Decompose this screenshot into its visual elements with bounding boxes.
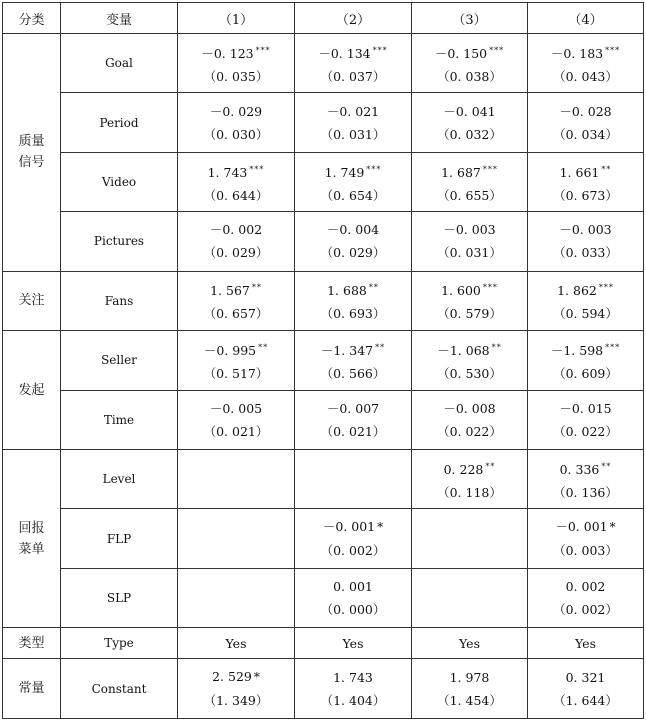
coefficient-value: 1. 688 (327, 283, 367, 299)
table-header-row (3, 3, 644, 34)
category-label: 质量信号 (18, 134, 45, 171)
coefficient-value: 0. 336 (559, 461, 600, 477)
value-cell (295, 34, 412, 93)
coefficient-value: －0. 015 (559, 400, 612, 416)
variable-cell: Pictures (61, 212, 178, 271)
value-cell (295, 628, 412, 659)
coefficient-line (528, 39, 643, 65)
coefficient-value: 0. 002 (565, 579, 606, 594)
value-cell (178, 34, 295, 93)
coefficient-value: －0. 028 (559, 103, 612, 119)
value-cell (412, 659, 528, 719)
variable-cell: Fans (61, 271, 178, 330)
value-cell (528, 152, 644, 211)
significance-stars: ** (601, 164, 612, 174)
coefficient-line (295, 158, 411, 184)
coefficient-value: －0. 004 (326, 222, 380, 238)
coefficient-value: 1. 687 (441, 164, 481, 180)
coefficient-value: Yes (575, 635, 596, 651)
standard-error: （0. 034） (553, 126, 618, 142)
significance-stars: * (377, 520, 384, 535)
value-cell (412, 568, 528, 627)
value-cell (178, 93, 295, 152)
value-cell (528, 331, 644, 390)
variable-cell: FLP (61, 509, 178, 568)
coefficient-line (528, 632, 643, 655)
coefficient-line (178, 100, 294, 123)
coefficient-value: －1. 068 (437, 342, 490, 358)
variable-cell: SLP (61, 568, 178, 627)
category-label: 常量 (18, 681, 45, 697)
standard-error: （0. 609） (553, 365, 618, 381)
value-cell (412, 212, 528, 271)
standard-error: （0. 029） (203, 245, 269, 261)
table-row (3, 331, 644, 390)
coefficient-value: －0. 123 (201, 45, 254, 61)
value-cell (178, 152, 295, 211)
standard-error: （0. 644） (203, 187, 269, 203)
significance-stars: *** (605, 342, 621, 352)
table-row (3, 152, 644, 211)
value-cell (412, 93, 528, 152)
value-cell (412, 628, 528, 659)
coefficient-value: －0. 003 (443, 222, 496, 238)
value-cell (178, 271, 295, 330)
standard-error: （0. 022） (437, 423, 502, 439)
coefficient-line (528, 455, 643, 481)
standard-error: （1. 644） (553, 692, 618, 708)
variable-cell: Level (61, 449, 178, 508)
coefficient-line (528, 397, 643, 420)
standard-error: （0. 003） (553, 543, 618, 559)
coefficient-line (412, 632, 527, 655)
standard-error: （0. 031） (320, 126, 386, 142)
coefficient-line (178, 665, 294, 689)
standard-error: （0. 021） (320, 423, 386, 439)
category-label: 类型 (18, 635, 45, 651)
coefficient-line (528, 158, 643, 184)
coefficient-line (295, 336, 411, 362)
table-row (3, 568, 644, 627)
value-cell (528, 659, 644, 719)
header-category: 分类 (3, 3, 61, 34)
coefficient-value: 1. 978 (449, 669, 490, 685)
significance-stars: ** (485, 461, 496, 471)
significance-stars: *** (372, 45, 388, 55)
standard-error: （0. 002） (553, 602, 618, 617)
coefficient-line (178, 158, 294, 184)
coefficient-value: －0. 021 (326, 103, 380, 119)
standard-error: （1. 404） (320, 692, 386, 708)
significance-stars: ** (251, 283, 262, 293)
coefficient-value: －1. 598 (550, 342, 604, 358)
standard-error: （0. 655） (437, 187, 502, 203)
category-cell (3, 34, 61, 272)
value-cell (528, 568, 644, 627)
coefficient-line (295, 39, 411, 65)
significance-stars: * (253, 670, 260, 685)
coefficient-line (528, 276, 643, 302)
value-cell (412, 509, 528, 568)
table-row (3, 271, 644, 330)
standard-error: （0. 693） (320, 306, 386, 322)
category-label: 关注 (18, 293, 45, 309)
coefficient-value: 0. 001 (333, 579, 373, 594)
standard-error: （0. 022） (553, 423, 618, 439)
header-col-1: （1） (178, 3, 295, 34)
category-cell (3, 628, 61, 659)
standard-error: （0. 566） (320, 365, 386, 381)
standard-error: （0. 517） (203, 365, 269, 381)
value-cell (528, 34, 644, 93)
coefficient-line (178, 397, 294, 420)
standard-error: （0. 021） (203, 423, 269, 439)
regression-table (2, 2, 644, 719)
coefficient-line (295, 276, 411, 302)
value-cell (295, 568, 412, 627)
table-body (3, 34, 644, 719)
coefficient-value: －0. 183 (550, 45, 604, 61)
coefficient-value: －0. 001 (555, 519, 608, 535)
coefficient-value: －1. 347 (320, 342, 374, 358)
coefficient-line (528, 575, 643, 598)
coefficient-value: 1. 862 (557, 283, 597, 299)
value-cell (295, 390, 412, 449)
header-variable: 变量 (61, 3, 178, 34)
coefficient-line (295, 575, 411, 598)
significance-stars: *** (482, 164, 498, 174)
variable-cell: Period (61, 93, 178, 152)
category-label: 发起 (18, 382, 45, 398)
coefficient-value: Yes (342, 635, 364, 651)
standard-error: （0. 530） (437, 365, 502, 381)
table-row (3, 659, 644, 719)
coefficient-value: －0. 995 (203, 342, 257, 358)
coefficient-value: 1. 600 (441, 283, 481, 299)
coefficient-value: －0. 003 (559, 222, 612, 238)
variable-cell: Video (61, 152, 178, 211)
standard-error: （1. 349） (203, 693, 269, 709)
category-label: 回报菜单 (18, 520, 45, 557)
standard-error: （0. 579） (437, 306, 502, 322)
coefficient-line (178, 632, 294, 655)
value-cell (295, 152, 412, 211)
standard-error: （0. 033） (553, 245, 618, 261)
standard-error: （0. 029） (320, 245, 386, 261)
coefficient-line (412, 39, 527, 65)
value-cell (178, 390, 295, 449)
standard-error: （0. 032） (437, 126, 502, 142)
coefficient-value: 1. 567 (210, 283, 250, 299)
coefficient-line (295, 515, 411, 539)
value-cell (295, 212, 412, 271)
coefficient-line (412, 336, 527, 362)
coefficient-value: 1. 743 (333, 669, 373, 685)
coefficient-value: 1. 743 (207, 164, 248, 180)
variable-cell: Type (61, 628, 178, 659)
coefficient-line (412, 158, 527, 184)
coefficient-line (178, 336, 294, 362)
standard-error: （0. 000） (320, 602, 386, 617)
coefficient-value: －0. 002 (209, 222, 263, 238)
coefficient-line (528, 666, 643, 689)
table-row (3, 449, 644, 508)
significance-stars: *** (605, 45, 621, 55)
coefficient-value: －0. 008 (443, 400, 496, 416)
value-cell (295, 449, 412, 508)
standard-error: （0. 673） (553, 187, 618, 203)
category-cell (3, 271, 61, 330)
table-row (3, 628, 644, 659)
standard-error: （0. 136） (553, 484, 618, 500)
variable-cell: Time (61, 390, 178, 449)
significance-stars: ** (258, 342, 269, 352)
value-cell (412, 331, 528, 390)
value-cell (178, 449, 295, 508)
coefficient-line (178, 218, 294, 241)
coefficient-line (295, 666, 411, 689)
header-col-2: （2） (295, 3, 412, 34)
table-row (3, 509, 644, 568)
standard-error: （0. 037） (320, 68, 386, 84)
coefficient-value: 1. 661 (559, 164, 600, 180)
significance-stars: ** (368, 283, 379, 293)
coefficient-line (528, 515, 643, 539)
coefficient-value: Yes (225, 635, 247, 651)
value-cell (528, 271, 644, 330)
variable-cell: Goal (61, 34, 178, 93)
variable-cell: Seller (61, 331, 178, 390)
coefficient-value: 1. 749 (324, 164, 365, 180)
value-cell (528, 628, 644, 659)
significance-stars: *** (255, 45, 271, 55)
significance-stars: ** (491, 342, 502, 352)
table-row (3, 34, 644, 93)
coefficient-line (178, 276, 294, 302)
standard-error: （0. 030） (203, 126, 269, 142)
value-cell (295, 659, 412, 719)
coefficient-value: 0. 228 (443, 461, 484, 477)
table-row (3, 390, 644, 449)
coefficient-line (528, 336, 643, 362)
standard-error: （1. 454） (437, 692, 502, 708)
header-col-4: （4） (528, 3, 644, 34)
value-cell (412, 449, 528, 508)
significance-stars: *** (482, 283, 498, 293)
coefficient-value: －0. 005 (209, 400, 263, 416)
value-cell (412, 390, 528, 449)
coefficient-value: －0. 150 (434, 45, 488, 61)
value-cell (528, 212, 644, 271)
coefficient-line (295, 100, 411, 123)
category-cell (3, 659, 61, 719)
value-cell (528, 93, 644, 152)
coefficient-line (412, 455, 527, 481)
coefficient-value: Yes (459, 635, 480, 651)
coefficient-line (412, 100, 527, 123)
value-cell (412, 34, 528, 93)
significance-stars: ** (375, 342, 386, 352)
category-cell (3, 449, 61, 627)
standard-error: （0. 002） (320, 543, 386, 559)
significance-stars: *** (489, 45, 505, 55)
value-cell (412, 152, 528, 211)
standard-error: （0. 043） (553, 68, 618, 84)
coefficient-value: －0. 041 (443, 103, 496, 119)
coefficient-value: －0. 029 (209, 103, 263, 119)
value-cell (295, 509, 412, 568)
coefficient-line (528, 218, 643, 241)
coefficient-value: －0. 134 (318, 45, 371, 61)
standard-error: （0. 038） (437, 68, 502, 84)
value-cell (178, 628, 295, 659)
coefficient-value: 2. 529 (212, 669, 252, 685)
coefficient-value: －0. 001 (322, 519, 376, 535)
significance-stars: *** (249, 164, 265, 174)
value-cell (412, 271, 528, 330)
value-cell (178, 568, 295, 627)
value-cell (295, 271, 412, 330)
value-cell (528, 509, 644, 568)
significance-stars: *** (366, 164, 382, 174)
standard-error: （0. 031） (437, 245, 502, 261)
standard-error: （0. 657） (203, 306, 269, 322)
value-cell (178, 509, 295, 568)
table-row (3, 212, 644, 271)
coefficient-line (295, 632, 411, 655)
header-col-3: （3） (412, 3, 528, 34)
significance-stars: * (609, 520, 616, 535)
value-cell (178, 659, 295, 719)
value-cell (295, 331, 412, 390)
coefficient-value: －0. 007 (326, 400, 380, 416)
standard-error: （0. 654） (320, 187, 386, 203)
standard-error: （0. 035） (203, 68, 269, 84)
value-cell (528, 449, 644, 508)
significance-stars: *** (598, 283, 614, 293)
standard-error: （0. 118） (437, 484, 502, 500)
coefficient-line (412, 276, 527, 302)
coefficient-line (412, 218, 527, 241)
standard-error: （0. 594） (553, 306, 618, 322)
coefficient-line (178, 39, 294, 65)
value-cell (528, 390, 644, 449)
value-cell (178, 331, 295, 390)
table-row (3, 93, 644, 152)
value-cell (178, 212, 295, 271)
coefficient-line (528, 100, 643, 123)
coefficient-line (295, 218, 411, 241)
coefficient-line (412, 397, 527, 420)
coefficient-value: 0. 321 (565, 669, 606, 685)
significance-stars: ** (601, 461, 612, 471)
coefficient-line (295, 397, 411, 420)
coefficient-line (412, 666, 527, 689)
value-cell (295, 93, 412, 152)
variable-cell: Constant (61, 659, 178, 719)
category-cell (3, 331, 61, 450)
